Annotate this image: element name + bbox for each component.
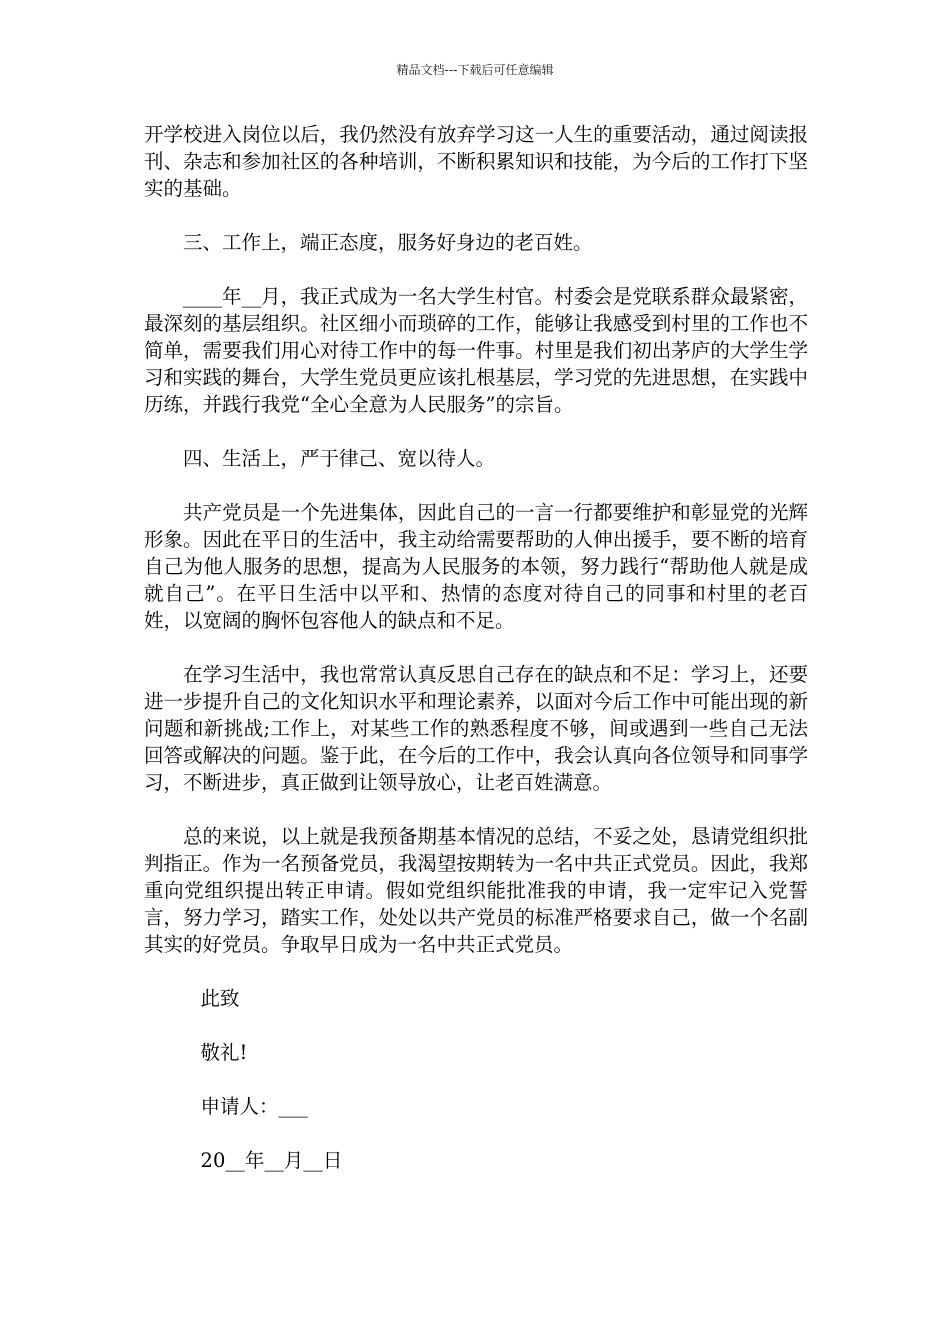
document-body (144, 121, 808, 1174)
applicant-signature-line: 申请人：___ (200, 1095, 308, 1118)
closing-respect: 敬礼! (200, 1041, 248, 1064)
section-heading-work: 三、工作上，端正态度，服务好身边的老百姓。 (183, 231, 593, 254)
paragraph-self-reflection: 在学习生活中，我也常常认真反思自己存在的缺点和不足：学习上，还要进一步提升自己的文化知识水平和理论素养，以面对今后工作中可能出现的新问题和新挑战;工作上，对某些工作的熟悉程度不够，间或遇到一些自己无法回答或解决的问题。鉴于此，在今后的工作中，我会认真向各位领导和同事学习，不断进步，真正做到让领导放心，让老百姓满意。 (144, 663, 808, 794)
section-heading-life: 四、生活上，严于律己、宽以待人。 (183, 447, 496, 470)
paragraph-study-continued: 开学校进入岗位以后，我仍然没有放弃学习这一人生的重要活动，通过阅读报刊、杂志和参加社区的各种培训，不断积累知识和技能，为今后的工作打下坚实的基础。 (144, 123, 808, 200)
date-line: 20__年__月__日 (200, 1149, 343, 1172)
paragraph-party-member-image: 共产党员是一个先进集体，因此自己的一言一行都要维护和彰显党的光辉形象。因此在平日的生活中，我主动给需要帮助的人伸出援手，要不断的培育自己为他人服务的思想，提高为人民服务的本领，努力践行“帮助他人就是成就自己”。在平日生活中以平和、热情的态度对待自己的同事和村里的老百姓，以宽阔的胸怀包容他人的缺点和不足。 (144, 501, 808, 632)
closing-salutation: 此致 (200, 987, 240, 1010)
paragraph-summary: 总的来说，以上就是我预备期基本情况的总结，不妥之处，恳请党组织批判指正。作为一名预备党员，我渴望按期转为一名中共正式党员。因此，我郑重向党组织提出转正申请。假如党组织能批准我的申请，我一定牢记入党誓言，努力学习，踏实工作，处处以共产党员的标准严格要求自己，做一个名副其实的好党员。争取早日成为一名中共正式党员。 (144, 825, 808, 956)
page-header: 精品文档---下载后可任意编辑 (396, 63, 554, 77)
paragraph-village-official: ____年__月，我正式成为一名大学生村官。村委会是党联系群众最紧密，最深刻的基层组织。社区细小而琐碎的工作，能够让我感受到村里的工作也不简单，需要我们用心对待工作中的每一件事。村里是我们初出茅庐的大学生学习和实践的舞台，大学生党员更应该扎根基层，学习党的先进思想，在实践中历练，并践行我党“全心全意为人民服务”的宗旨。 (144, 285, 808, 416)
